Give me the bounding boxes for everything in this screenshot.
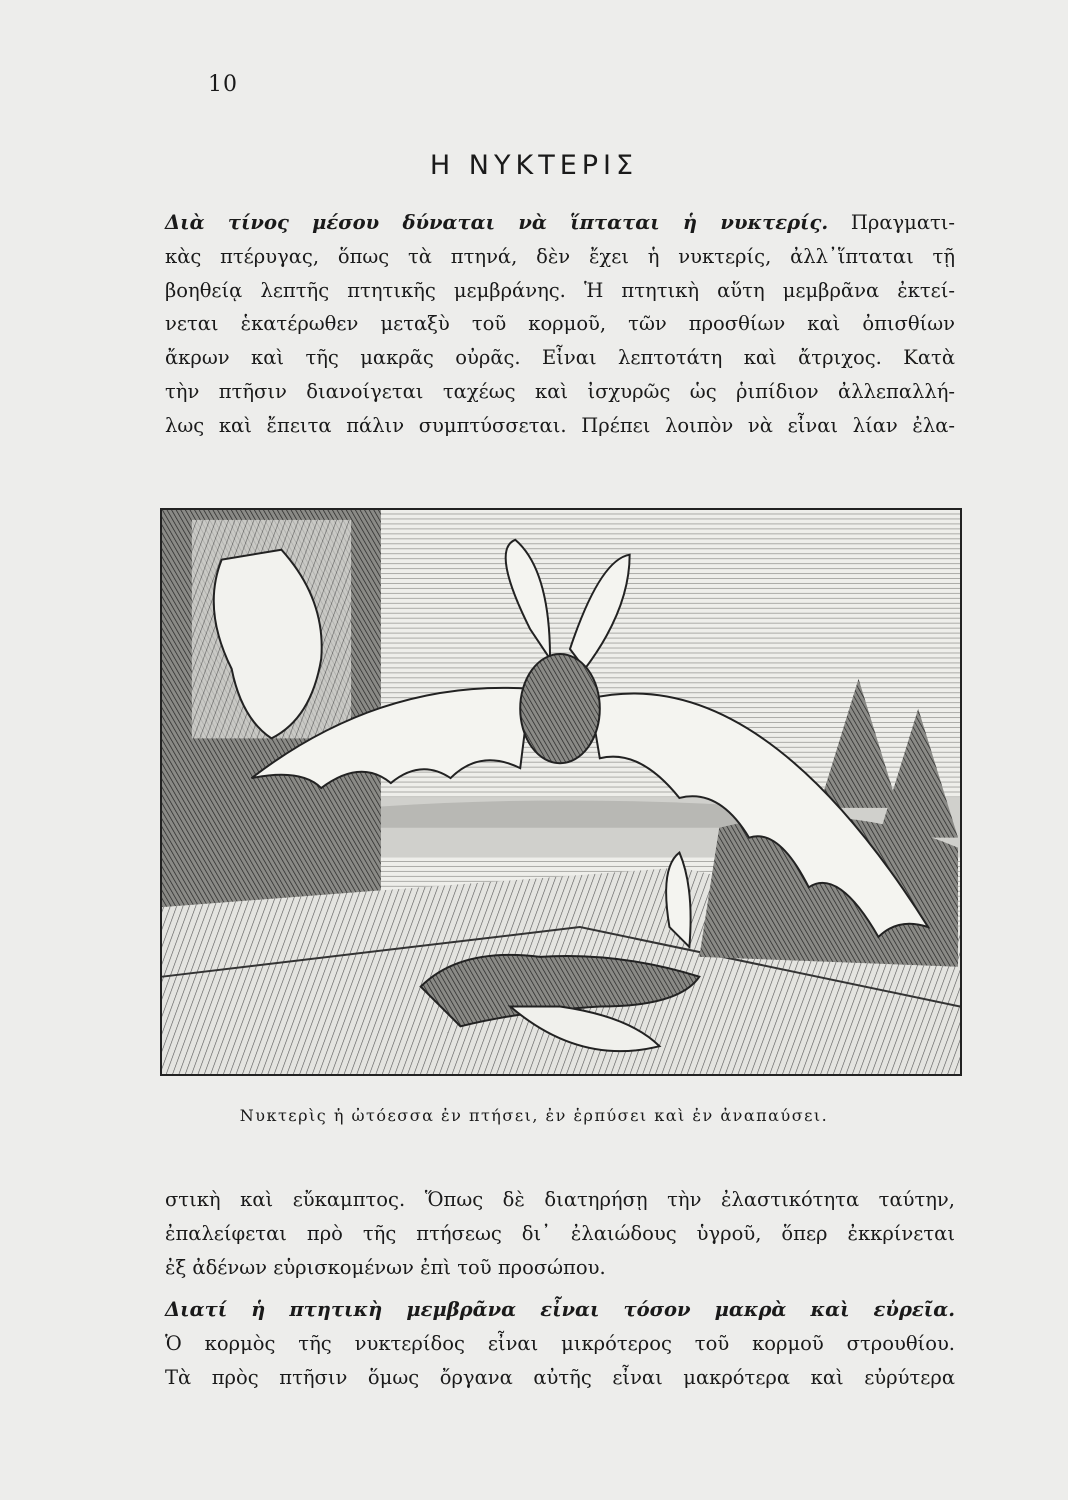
paragraph-line: ἐξ ἀδένων εὑρισκομένων ἐπὶ τοῦ προσώπου. xyxy=(165,1255,606,1279)
bat-illustration xyxy=(160,508,962,1076)
section-heading-flight: Διὰ τίνος μέσου δύναται νὰ ἵπταται ἡ νυκτερίς. xyxy=(165,211,829,234)
paragraph-intro xyxy=(165,206,955,443)
page-number: 10 xyxy=(208,72,238,97)
paragraph-line: ἄκρων καὶ τῆς μακρᾶς οὐρᾶς. Εἶναι λεπτοτάτη καὶ ἄτριχος. Κατὰ xyxy=(165,346,955,370)
page-title: Η ΝΥΚΤΕΡΙΣ xyxy=(429,150,639,181)
paragraph-line xyxy=(165,206,955,240)
paragraph-line: ἐπαλείφεται πρὸ τῆς πτήσεως δι᾿ ἐλαιώδους ὑγροῦ, ὅπερ ἐκκρίνεται xyxy=(165,1221,955,1245)
paragraph-membrane xyxy=(165,1293,955,1394)
paragraph-line: βοηθείᾳ λεπτῆς πτητικῆς μεμβράνης. Ἡ πτητικὴ αὕτη μεμβρᾶνα ἐκτεί- xyxy=(165,278,955,302)
paragraph-line: στικὴ καὶ εὔκαμπτος. Ὅπως δὲ διατηρήσῃ τὴν ἐλαστικότητα ταύτην, xyxy=(165,1188,955,1211)
section-heading-membrane xyxy=(165,1293,955,1327)
paragraph-line: Ὁ κορμὸς τῆς νυκτερίδος εἶναι μικρότερος τοῦ κορμοῦ στρουθίου. xyxy=(165,1331,955,1355)
engraving-image xyxy=(162,510,960,1074)
paragraph-line: κὰς πτέρυγας, ὅπως τὰ πτηνά, δὲν ἔχει ἡ νυκτερίς, ἀλλ᾿ἵπταται τῇ xyxy=(165,244,955,268)
paragraph-line: νεται ἑκατέρωθεν μεταξὺ τοῦ κορμοῦ, τῶν προσθίων καὶ ὀπισθίων xyxy=(165,312,955,336)
paragraph-line: τὴν πτῆσιν διανοίγεται ταχέως καὶ ἰσχυρῶς ὡς ῥιπίδιον ἀλλεπαλλή- xyxy=(165,379,955,403)
paragraph-continuation xyxy=(165,1183,955,1284)
figure-caption: Νυκτερὶς ἡ ὠτόεσσα ἐν πτήσει, ἐν ἑρπύσει καὶ ἐν ἀναπαύσει. xyxy=(239,1106,829,1125)
paragraph-line: Τὰ πρὸς πτῆσιν ὅμως ὄργανα αὐτῆς εἶναι μακρότερα καὶ εὐρύτερα xyxy=(165,1365,955,1389)
paragraph-line: λως καὶ ἔπειτα πάλιν συμπτύσσεται. Πρέπει λοιπὸν νὰ εἶναι λίαν ἐλα- xyxy=(165,413,955,437)
paragraph-text: Πραγματι- xyxy=(850,211,956,234)
section-heading-text: Διατί ἡ πτητικὴ μεμβρᾶνα εἶναι τόσον μακρὰ καὶ εὐρεῖα. xyxy=(165,1298,955,1321)
